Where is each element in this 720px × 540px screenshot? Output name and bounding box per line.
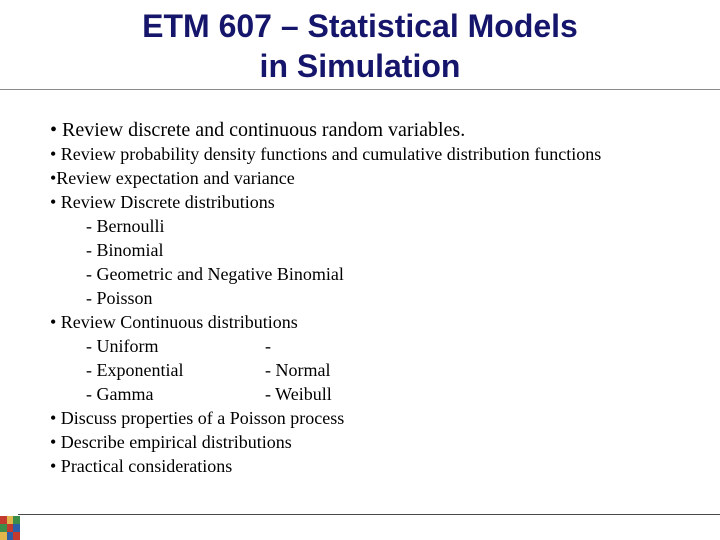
sub-item-geometric-negative-binomial: - Geometric and Negative Binomial [86,264,344,284]
bullet-practical-considerations: • Practical considerations [50,456,233,476]
sub-item-binomial: - Binomial [86,240,164,260]
bullet-review-pdf-cdf: • Review probability density functions and cumulative distribution functions [50,144,602,164]
bullet-review-continuous-distributions: • Review Continuous distributions [50,312,298,332]
title-line-2: in Simulation [259,48,461,84]
sub-item-poisson: - Poisson [86,288,153,308]
sub-item-bernoulli: - Bernoulli [86,216,165,236]
university-logo [0,516,20,540]
footer-divider [18,514,720,515]
slide-title [0,6,720,86]
sub-item-uniform: - Uniform [86,336,159,356]
sub-item-exponential: - Exponential [86,360,184,380]
title-line-1: ETM 607 – Statistical Models [142,8,578,44]
bullet-empirical-distributions: • Describe empirical distributions [50,432,292,452]
bullet-poisson-process: • Discuss properties of a Poisson process [50,408,345,428]
sub-item-dash: - [265,336,271,356]
sub-item-gamma: - Gamma [86,384,154,404]
bullet-review-random-variables: • Review discrete and continuous random variables. [50,119,466,141]
bullet-review-discrete-distributions: • Review Discrete distributions [50,192,275,212]
sub-item-normal: - Normal [265,360,331,380]
sub-item-weibull: - Weibull [265,384,332,404]
title-divider [0,89,720,90]
bullet-review-expectation-variance: •Review expectation and variance [50,168,295,188]
logo-mosaic-icon [0,516,20,540]
